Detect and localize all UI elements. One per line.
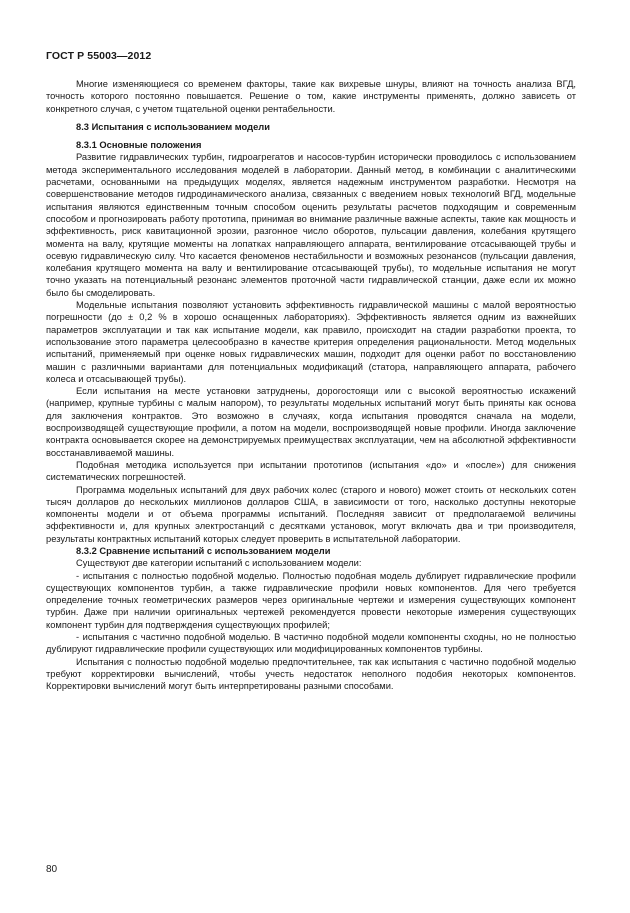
paragraph-model-efficiency: Модельные испытания позволяют установить эффективность гидравлической машины с малой вероятностью погрешности (до ± 0,2 % в хорошо оснащенных лабораториях). Эффективность является одним из важнейших параметров эксплуатации и так как испытание модели, как правило, происходит на стадии разработки проекта, то использование этого параметра целесообразно в качестве критерия определения рациональности. Метод модельных испытаний, применяемый при оценке новых гидравлических машин, подходит для оценки работ по восстановлению машин с различными вариантами для потенциальных модификаций (статора, направляющего аппарата, рабочего колеса и отсасывающей трубы). xyxy=(46,300,576,384)
section-heading-8-3-2: 8.3.2 Сравнение испытаний с использованием модели xyxy=(76,545,331,556)
standard-header: ГОСТ Р 55003—2012 xyxy=(46,50,152,62)
paragraph-site-testing: Если испытания на месте установки затруднены, дорогостоящи или с высокой вероятностью искажений (например, крупные турбины с малым напором), то результаты модельных испытаний могут быть приняты как основа для заключения контрактов. Это возможно в случаях, когда испытания проводятся сначала на модели, воспроизводящей существующие профили, а потом на модели, воспроизводящей новые профили. Иногда заключение контракта основывается скорее на демонстрируемых преимуществах эксплуатации, чем на абсолютной эффективности восстанавливаемой машины. xyxy=(46,386,576,458)
paragraph-test-categories: Существуют две категории испытаний с использованием модели: xyxy=(76,558,362,569)
section-heading-8-3-1: 8.3.1 Основные положения xyxy=(76,140,202,151)
paragraph-test-program-cost: Программа модельных испытаний для двух рабочих колес (старого и нового) может стоить от нескольких сотен тысяч долларов до нескольких миллионов долларов США, в зависимости от того, насколько доступны некоторые компоненты модели и от объема программы испытаний. Последняя зависит от предполагаемой величины эффективности и, для крупных электростанций с десятками установок, могут включать два и три производителя, результаты контрактных испытаний которых следует проверить в испытательной лаборатории. xyxy=(46,484,576,544)
paragraph-analysis-accuracy: Многие изменяющиеся со временем факторы, такие как вихревые шнуры, влияют на точность анализа ВГД, точность которого постоянно повышается. Решение о том, какие инструменты применять, должно зависеть от конкретного случая, с учетом тщательной оценки рентабельности. xyxy=(46,79,576,114)
page-number: 80 xyxy=(46,864,58,875)
section-heading-8-3: 8.3 Испытания с использованием модели xyxy=(76,121,270,132)
paragraph-model-development: Развитие гидравлических турбин, гидроагрегатов и насосов-турбин исторически проводилось с использованием метода экспериментального исследования моделей в лаборатории. Данный метод, в комбинации с аналитическими расчетами, основанными на предыдущих моделях, является надежным инструментом разработки. Несмотря на совершенствование методов гидродинамического анализа, связанных с введением новых технологий ВГД, модельные испытания являются единственным точным способом оценить результаты расчетов подходящим и современным способом и прогнозировать работу прототипа, принимая во внимание различные важные аспекты, такие как мощность и эффективность, риск кавитационной эрозии, разгонное число оборотов, пульсации давления, колебания крутящего момента на валу, крутящие моменты на лопатках направляющего аппарата, вентилирование отсасывающей трубы и осевую гидравлическую силу. Что касается феноменов нестабильности и возможных резонансов (пульсации давления, колебания крутящего момента на валу и вентилирование отсасывающей трубы), то модельные испытания не могут точно указать на потенциальный резонанс элементов проточной части гидравлической станции, даже если их можно было бы смоделировать. xyxy=(46,152,576,298)
paragraph-prototype-method: Подобная методика используется при испытании прототипов (испытания «до» и «после») для снижения систематических погрешностей. xyxy=(46,459,576,483)
paragraph-preference: Испытания с полностью подобной моделью предпочтительнее, так как испытания с частично подобной моделью требуют корректировки вычислений, чтобы учесть недостаток неполного подобия некоторых компонентов. Корректировки вычислений могут быть интерпретированы разными способами. xyxy=(46,656,576,692)
list-item-partially-similar-model: - испытания с частично подобной моделью. В частично подобной модели компоненты сходны, но не полностью дублируют гидравлические профили существующих или модифицированных компонентов турбины. xyxy=(46,632,576,655)
list-item-fully-similar-model: - испытания с полностью подобной моделью. Полностью подобная модель дублирует гидравлические профили существующих компонентов турбин, а также гидравлические профили новых компонентов. Для чего требуется определение точных геометрических размеров через оригинальные чертежи и измерения существующих компонент турбин. Даже при наличии оригинальных чертежей рекомендуется провести некоторые измерения существующих компонент турбин для подтверждения существующих профилей; xyxy=(46,570,576,630)
page-content xyxy=(46,78,576,693)
